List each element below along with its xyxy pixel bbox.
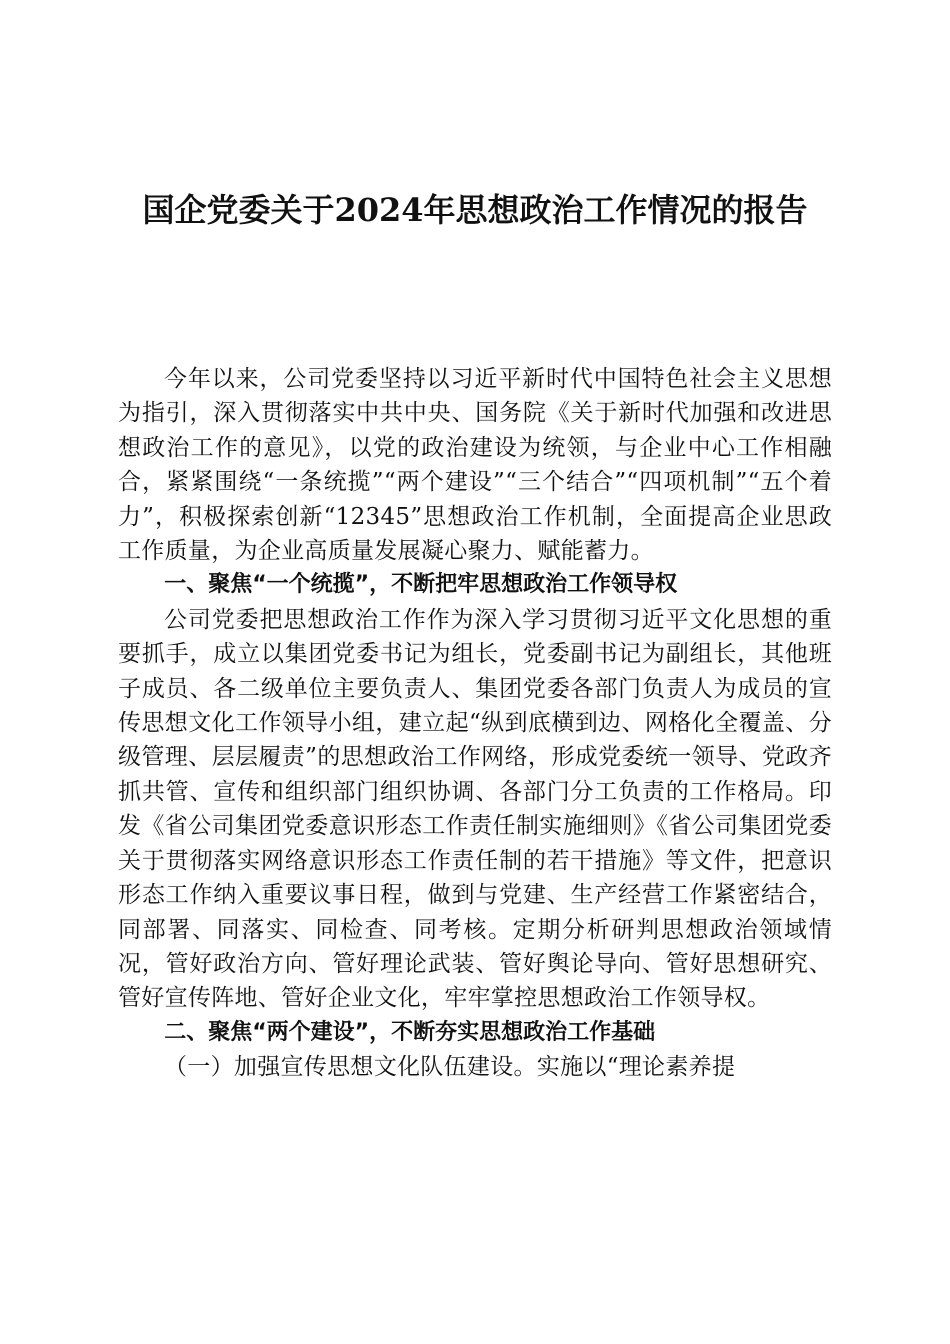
document-body [118,362,832,1085]
section-heading-1: 一、聚焦“一个统揽”，不断把牢思想政治工作领导权 [164,572,678,598]
intro-paragraph: 今年以来，公司党委坚持以习近平新时代中国特色社会主义思想为指引，深入贯彻落实中共中央、国务院《关于新时代加强和改进思想政治工作的意见》，以党的政治建设为统领，与企业中心工作相融合，紧紧围绕“一条统揽”“两个建设”“三个结合”“四项机制”“五个着力”，积极探索创新“12345”思想政治工作机制，全面提高企业思政工作质量，为企业高质量发展凝心聚力、赋能蓄力。 [118,366,832,565]
section-2-subsection-1-paragraph: （一）加强宣传思想文化队伍建设。实施以“理论素养提 [164,1054,736,1081]
section-heading-2: 二、聚焦“两个建设”，不断夯实思想政治工作基础 [164,1019,656,1045]
document-title: 国企党委关于2024年思想政治工作情况的报告 [142,191,808,229]
section-1-paragraph: 公司党委把思想政治工作作为深入学习贯彻习近平文化思想的重要抓手，成立以集团党委书记为组长，党委副书记为副组长，其他班子成员、各二级单位主要负责人、集团党委各部门负责人为成员的宣传思想文化工作领导小组，建立起“纵到底横到边、网格化全覆盖、分级管理、层层履责”的思想政治工作网络，形成党委统一领导、党政齐抓共管、宣传和组织部门组织协调、各部门分工负责的工作格局。印发《省公司集团党委意识形态工作责任制实施细则》《省公司集团党委关于贯彻落实网络意识形态工作责任制的若干措施》等文件，把意识形态工作纳入重要议事日程，做到与党建、生产经营工作紧密结合，同部署、同落实、同检查、同考核。定期分析研判思想政治领域情况，管好政治方向、管好理论武装、管好舆论导向、管好思想研究、管好宣传阵地、管好企业文化，牢牢掌控思想政治工作领导权。 [118,606,832,1012]
